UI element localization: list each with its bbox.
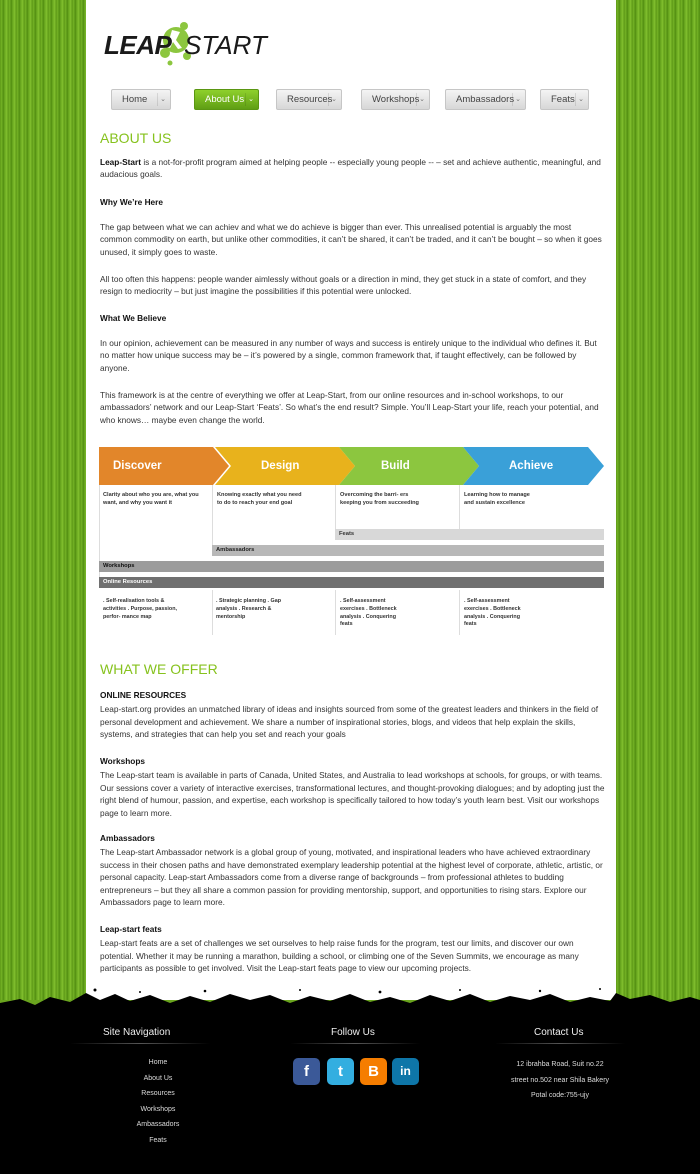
stage-achieve-bullets: . Self-assessment exercises . Bottleneck analysis . Conquering feats — [464, 598, 521, 628]
twitter-icon[interactable] — [327, 1058, 354, 1085]
stage-achieve — [463, 447, 604, 485]
footer-link-home[interactable]: Home — [148, 1059, 168, 1066]
stage-design-bullets: . Strategic planning . Gap analysis . Research & mentorship — [216, 598, 281, 620]
footer-divider — [495, 1043, 625, 1044]
nav-feats[interactable] — [540, 89, 589, 110]
column-divider — [212, 590, 213, 635]
footer-divider — [290, 1043, 420, 1044]
stage-discover-desc: Clarity about who you are, what you want, and why you want it — [103, 492, 199, 507]
offer-online-text: Leap-start.org provides an unmatched library of ideas and insights sourced from some of the greatest leaders and thinkers in the field of personal development and achievement. We share a number of inspirational stories, blogs, and videos that help explain the skills, systems, and strategies that can help you set and reach your goals — [100, 704, 599, 740]
stage-achieve-desc: Learning how to manage and sustain excellence — [464, 492, 530, 507]
nav-workshops-label: Workshops — [372, 94, 420, 105]
footer-nav-heading: Site Navigation — [103, 1027, 171, 1038]
chevron-down-icon: ⌄ — [245, 93, 256, 106]
believe-paragraph-1: In our opinion, achievement can be measured in any number of ways and success is entirely unique to the individual who defines it. But no matter how unique success may be – it’s powered by a single, common framework that, if taught effectively, can be followed by anyone. — [100, 338, 597, 373]
footer-link-feats[interactable]: Feats — [149, 1136, 167, 1144]
about-intro — [100, 156, 605, 181]
chevron-down-icon: ⌄ — [575, 93, 586, 106]
offer-online-title: ONLINE RESOURCES — [100, 690, 187, 700]
believe-heading: What We Believe — [100, 313, 167, 323]
stage-design — [215, 447, 355, 485]
linkedin-icon[interactable] — [392, 1058, 419, 1085]
blogger-icon[interactable] — [360, 1058, 387, 1085]
bar-ambassadors: Ambassadors — [212, 545, 604, 556]
contact-line: Potal code:755-ujy — [531, 1092, 589, 1099]
offer-ambassadors-title: Ambassadors — [100, 833, 155, 843]
nav-feats-label: Feats — [551, 94, 575, 105]
chevron-down-icon: ⌄ — [512, 93, 523, 106]
stage-design-label: Design — [261, 460, 300, 472]
nav-ambassadors[interactable] — [445, 89, 526, 110]
main-nav — [111, 89, 591, 111]
nav-home[interactable] — [111, 89, 171, 110]
blogger-glyph: B — [368, 1063, 379, 1080]
bar-workshops: Workshops — [99, 561, 604, 572]
footer-follow-heading: Follow Us — [331, 1027, 375, 1038]
linkedin-glyph: in — [400, 1064, 411, 1078]
bar-feats: Feats — [335, 529, 604, 540]
footer-contact-heading: Contact Us — [534, 1027, 584, 1038]
why-heading: Why We’re Here — [100, 197, 164, 207]
footer-nav — [108, 1055, 208, 1148]
why-paragraph-1: The gap between what we can achiev and what we do achieve is bigger than ever. This unrealised potential is arguably the most common commodity on earth, but unlike other commodities, it can’t be shared, it can’t be traded, and it can’t be bought – so when it goes unused, it simply goes to waste. — [100, 222, 602, 257]
nav-about-us[interactable] — [194, 89, 259, 110]
footer-divider — [70, 1043, 210, 1044]
believe-paragraph-2: This framework is at the centre of everything we offer at Leap-Start, from our online resources and in-school workshops, to our ambassadors’ network and our Leap-Start ‘Feats’. So what’s the end result? Simple. You’ll Leap-Start your life, reach your potential, and who knows… maybe even change the world. — [100, 390, 599, 425]
framework-diagram — [99, 447, 604, 637]
nav-workshops[interactable] — [361, 89, 430, 110]
footer-contact — [505, 1057, 615, 1104]
column-divider — [459, 590, 460, 635]
bar-online-resources: Online Resources — [99, 577, 604, 588]
stage-discover-label: Discover — [113, 460, 162, 472]
about-heading: ABOUT US — [100, 130, 172, 146]
intro-text: is a not-for-profit program aimed at helping people -- especially young people -- – set and achieve authentic, meaningful, and audacious goals. — [100, 157, 601, 180]
offer-feats-text: Leap-start feats are a set of challenges we set ourselves to help raise funds for the program, test our limits, and discover our own potential. Whether it may be running a marathon, building a school, or climbing one of the Seven Summits, we encourage as many participants as possible to get involved. Visit the Leap-start feats page to view our upcoming projects. — [100, 938, 579, 974]
contact-line: 12 ibrahba Road, Suit no.22 — [516, 1061, 604, 1068]
chevron-down-icon: ⌄ — [328, 93, 339, 106]
chevron-down-icon: ⌄ — [416, 93, 427, 106]
footer-link-ambassadors[interactable]: Ambassadors — [136, 1121, 180, 1128]
site-footer — [0, 1005, 700, 1174]
stage-discover-bullets: . Self-realisation tools & activities . Purpose, passion, perfor- mance map — [103, 598, 177, 620]
footer-link-workshops[interactable]: Workshops — [140, 1105, 176, 1113]
offer-workshops-title: Workshops — [100, 756, 146, 766]
offer-ambassadors-text: The Leap-start Ambassador network is a global group of young, motivated, and inspirational leaders who have achieved extraordinary success in their chosen paths and have demonstrated exemplary leadership potential at the highest level of corporate, athletic, artistic, or personal capacity. Leap-start Ambassadors come from a diverse range of backgrounds – from professional athletes to budding entrepreneurs – but they all share a common passion for providing mentorship, support, and opportunities to rising stars. Explore our Ambassadors page to learn more. — [100, 847, 603, 908]
nav-home-label: Home — [122, 94, 148, 105]
logo-leap-text: LEAP — [104, 30, 172, 60]
stage-achieve-label: Achieve — [509, 460, 554, 472]
stage-build — [339, 447, 479, 485]
logo-start-text: START — [184, 30, 267, 60]
facebook-glyph: f — [304, 1063, 309, 1080]
offer-workshops-text: The Leap-start team is available in parts of Canada, United States, and Australia to lead workshops at schools, for groups, or with teams. Our sessions cover a variety of interactive exercises, transformational lectures, and thought-provoking dialogues; and by adopting just the right blend of humour, passion, and expertise, each workshop is specifically tailored to how today’s youth learn best. Visit our workshops page to learn more. — [100, 770, 605, 818]
nav-resources-label: Resources — [287, 94, 333, 105]
footer-link-about[interactable]: About Us — [143, 1074, 173, 1082]
stage-build-bullets: . Self-assessment exercises . Bottleneck analysis . Conquering feats — [340, 598, 397, 628]
column-divider — [335, 485, 336, 529]
nav-about-label: About Us — [205, 94, 245, 105]
twitter-glyph: t — [338, 1063, 343, 1080]
stage-discover — [99, 447, 229, 485]
stage-build-desc: Overcoming the barri- ers keeping you from succeeding — [340, 492, 419, 507]
offer-heading: WHAT WE OFFER — [100, 661, 218, 677]
column-divider — [459, 485, 460, 529]
chevron-down-icon: ⌄ — [157, 93, 168, 106]
stage-design-desc: Knowing exactly what you need to do to reach your end goal — [217, 492, 302, 507]
grass-border-right — [616, 0, 700, 1000]
nav-ambassadors-label: Ambassadors — [456, 94, 515, 105]
facebook-icon[interactable] — [293, 1058, 320, 1085]
footer-link-resources[interactable]: Resources — [141, 1090, 175, 1097]
why-paragraph-2: All too often this happens: people wander aimlessly without goals or a direction in mind, they get stuck in a state of comfort, and they resign to mediocrity – but just imagine the possibilities if this potential were unlocked. — [100, 274, 587, 297]
intro-brand: Leap-Start — [100, 157, 142, 167]
offer-feats-title: Leap-start feats — [100, 924, 162, 934]
stage-build-label: Build — [381, 460, 410, 472]
nav-resources[interactable] — [276, 89, 342, 110]
content-panel — [86, 0, 616, 1000]
column-divider — [335, 590, 336, 635]
contact-line: street no.502 near Shila Bakery — [510, 1076, 610, 1084]
grass-border-left — [0, 0, 86, 1000]
site-logo[interactable] — [104, 18, 267, 73]
